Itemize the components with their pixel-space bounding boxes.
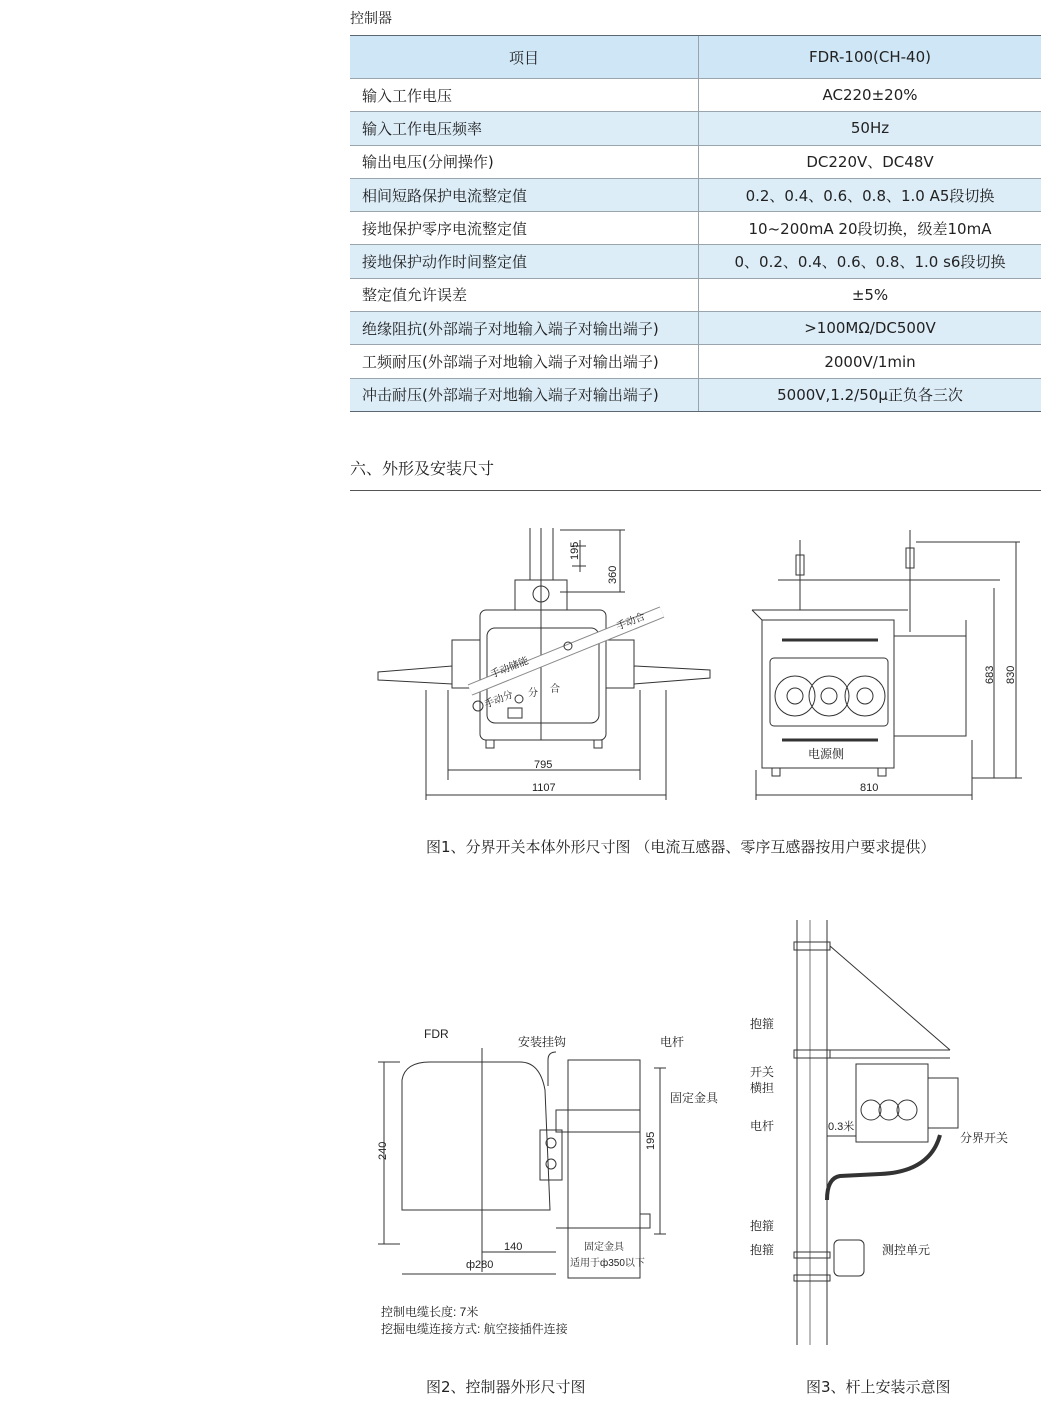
fig3-labels — [750, 1016, 1008, 1257]
fig3-caption: 图3、杆上安装示意图 — [806, 1378, 951, 1396]
fig2-label-hook: 安装挂钩 — [518, 1035, 567, 1049]
fig1-dim-810: 810 — [860, 782, 879, 794]
fig1-dim-360: 360 — [607, 565, 619, 584]
row-value: DC220V、DC48V — [699, 145, 1042, 178]
fig3-label-hoop-3: 抱箍 — [750, 1243, 775, 1257]
fig2-note-cable-conn: 挖掘电缆连接方式: 航空接插件连接 — [381, 1322, 568, 1336]
fig3-label-switch: 开关 — [750, 1065, 775, 1079]
fig1-labels — [482, 542, 1017, 794]
fig2-label-fitting-range: 适用于ф350以下 — [570, 1258, 645, 1269]
fig2-label-fdr: FDR — [424, 1027, 449, 1041]
section-heading: 六、外形及安装尺寸 — [350, 459, 495, 478]
row-value: 50Hz — [699, 112, 1042, 145]
fig2-dim-280: ф280 — [466, 1259, 494, 1271]
fig1-dim-830: 830 — [1005, 665, 1017, 684]
row-label: 输出电压(分闸操作) — [350, 145, 699, 178]
fig3-label-crossarm: 横担 — [750, 1081, 775, 1095]
row-value: 2000V/1min — [699, 345, 1042, 378]
fig3-label-hoop-2: 抱箍 — [750, 1219, 775, 1233]
fig1-label-manual-store: 手动储能 — [489, 655, 531, 681]
fig1-label-close: 合 — [550, 684, 560, 695]
row-label: 整定值允许误差 — [350, 278, 699, 311]
fig1-label-power-side: 电源侧 — [808, 747, 845, 761]
fig1-label-manual-open: 手动分 — [483, 689, 515, 711]
row-value: >100MΩ/DC500V — [699, 312, 1042, 345]
row-value: 0、0.2、0.4、0.6、0.8、1.0 s6段切换 — [699, 245, 1042, 278]
fig2-label-fitting-small: 固定金具 — [584, 1242, 624, 1253]
fig2-dim-140: 140 — [504, 1241, 523, 1253]
section-label: 控制器 — [350, 11, 392, 27]
fig2-label-fitting: 固定金具 — [670, 1091, 719, 1105]
fig2-label-pole: 电杆 — [660, 1035, 685, 1049]
row-label: 接地保护动作时间整定值 — [350, 245, 699, 278]
fig3-pole-drawing — [794, 920, 958, 1345]
fig1-dim-683: 683 — [984, 665, 996, 684]
row-value: 5000V,1.2/50μ正负各三次 — [699, 378, 1042, 411]
row-value: AC220±20% — [699, 79, 1042, 112]
fig3-label-boundary-switch: 分界开关 — [960, 1131, 1009, 1145]
table-header-item: 项目 — [350, 36, 699, 79]
table-header-model: FDR-100(CH-40) — [699, 36, 1042, 79]
fig3-label-pole: 电杆 — [750, 1119, 775, 1133]
row-label: 工频耐压(外部端子对地输入端子对输出端子) — [350, 345, 699, 378]
row-value: 10~200mA 20段切换，级差10mA — [699, 212, 1042, 245]
fig1-dim-1107: 1107 — [532, 782, 556, 794]
fig3-label-hoop-1: 抱箍 — [750, 1017, 775, 1031]
row-label: 输入工作电压 — [350, 79, 699, 112]
fig1-side-view — [752, 530, 1022, 800]
fig2-note-cable-length: 控制电缆长度: 7米 — [381, 1305, 479, 1319]
row-label: 接地保护零序电流整定值 — [350, 212, 699, 245]
fig1-dim-795: 795 — [534, 759, 553, 771]
row-label: 相间短路保护电流整定值 — [350, 178, 699, 211]
fig2-dim-195: 195 — [645, 1131, 657, 1150]
row-label: 绝缘阻抗(外部端子对地输入端子对输出端子) — [350, 312, 699, 345]
row-value: ±5% — [699, 278, 1042, 311]
fig2-caption: 图2、控制器外形尺寸图 — [426, 1378, 586, 1396]
fig1-label-open: 分 — [528, 688, 538, 699]
fig1-dim-195: 195 — [569, 541, 581, 560]
row-label: 冲击耐压(外部端子对地输入端子对输出端子) — [350, 378, 699, 411]
fig1-caption: 图1、分界开关本体外形尺寸图 （电流互感器、零序互感器按用户要求提供） — [426, 838, 936, 856]
fig3-label-control-unit: 测控单元 — [882, 1243, 931, 1257]
fig3-dim-03: 0.3米 — [828, 1121, 855, 1133]
fig2-dim-240: 240 — [377, 1141, 389, 1160]
row-label: 输入工作电压频率 — [350, 112, 699, 145]
row-value: 0.2、0.4、0.6、0.8、1.0 A5段切换 — [699, 178, 1042, 211]
fig1-label-manual-close: 手动合 — [615, 611, 647, 633]
